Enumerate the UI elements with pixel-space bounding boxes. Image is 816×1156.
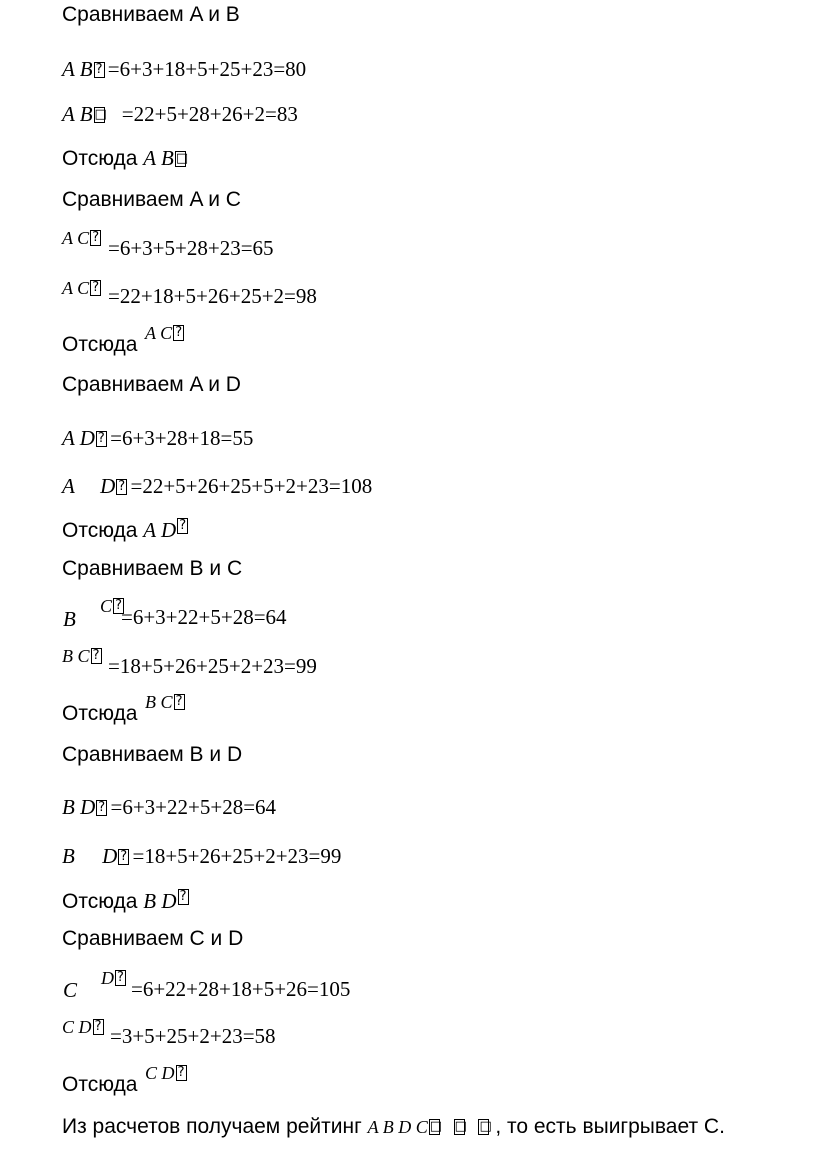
- relation-mark: □: [429, 1119, 443, 1134]
- formula-expression: =18+5+26+25+2+23=99: [108, 654, 317, 678]
- formula-expression: =6+3+22+5+28=64: [110, 795, 277, 819]
- formula-lhs: A C ?: [62, 228, 101, 249]
- conclusion-math: A B: [143, 146, 174, 170]
- final-rating-math: A B D C: [367, 1117, 428, 1137]
- formula-expression: =6+22+28+18+5+26=105: [131, 977, 351, 1001]
- formula-expression: =18+5+26+25+2+23=99: [132, 844, 342, 868]
- section-heading: Сравниваем A и C: [62, 188, 241, 211]
- relation-mark: ?: [174, 694, 185, 710]
- relation-mark: □: [94, 107, 107, 122]
- relation-mark: ?: [96, 800, 107, 816]
- formula-lhs: A C ?: [62, 278, 101, 299]
- formula-expression: =6+3+18+5+25+23=80: [107, 57, 307, 81]
- relation-mark: ?: [115, 970, 126, 986]
- section-heading: Сравниваем A и B: [62, 3, 240, 26]
- section-heading: Сравниваем C и D: [62, 927, 244, 950]
- formula-row: [62, 426, 253, 451]
- formula-lhs-b: D ?: [101, 968, 126, 989]
- formula-expression: =22+5+28+26+2=83: [121, 102, 298, 126]
- conclusion-label: Отсюда: [62, 147, 138, 170]
- conclusion-math: B C ?: [145, 692, 185, 713]
- formula-lhs: B D: [62, 795, 96, 819]
- formula-expression: =22+18+5+26+25+2=98: [108, 284, 317, 308]
- relation-mark: ?: [116, 479, 127, 495]
- relation-mark: ?: [96, 431, 107, 447]
- section-heading: Сравниваем A и D: [62, 373, 241, 396]
- formula-lhs: A B: [62, 57, 93, 81]
- formula-lhs: B C ?: [62, 646, 102, 667]
- final-rating-line: [62, 1115, 725, 1139]
- relation-mark: ?: [94, 62, 105, 78]
- conclusion-math: A D: [143, 518, 177, 542]
- formula-lhs-a: B: [62, 844, 75, 868]
- formula-lhs-b: D: [100, 474, 116, 498]
- conclusion-math: A C ?: [145, 323, 184, 344]
- relation-mark: □: [479, 1119, 492, 1134]
- formula-lhs: C D ?: [62, 1017, 104, 1038]
- formula-row: [62, 57, 306, 82]
- final-prefix: Из расчетов получаем рейтинг: [62, 1115, 362, 1138]
- relation-mark: ?: [91, 648, 102, 664]
- relation-mark: ?: [113, 598, 124, 614]
- conclusion-label: Отсюда: [62, 519, 138, 542]
- formula-expression: =6+3+28+18=55: [110, 426, 254, 450]
- formula-expression: =3+5+25+2+23=58: [110, 1024, 276, 1048]
- relation-mark: ?: [173, 325, 184, 341]
- formula-row: [62, 474, 372, 499]
- final-suffix: , то есть выигрывает C.: [495, 1115, 725, 1138]
- section-heading: Сравниваем B и C: [62, 557, 243, 580]
- relation-mark: ?: [118, 849, 129, 865]
- conclusion-row: [62, 518, 188, 543]
- conclusion-label: Отсюда: [62, 1073, 138, 1096]
- formula-expression: =6+3+5+28+23=65: [108, 236, 274, 260]
- conclusion-label: Отсюда: [62, 702, 138, 725]
- formula-lhs-b: C ?: [100, 596, 124, 617]
- relation-mark: ?: [176, 1065, 187, 1081]
- formula-lhs: A B: [62, 102, 93, 126]
- formula-lhs-a: B: [63, 607, 76, 631]
- section-heading: Сравниваем B и D: [62, 743, 243, 766]
- formula-expression: =6+3+22+5+28=64: [121, 605, 287, 629]
- relation-mark: ?: [178, 889, 189, 905]
- relation-mark: ?: [93, 1019, 104, 1035]
- relation-mark: ?: [177, 518, 188, 534]
- formula-lhs-a: C: [63, 978, 78, 1002]
- conclusion-math: C D ?: [145, 1063, 187, 1084]
- conclusion-row: [62, 889, 189, 914]
- conclusion-row: [62, 146, 189, 171]
- formula-lhs: A D: [62, 426, 95, 450]
- formula-row: [62, 795, 276, 820]
- conclusion-label: Отсюда: [62, 890, 138, 913]
- formula-row: [62, 844, 341, 869]
- relation-mark: □: [175, 151, 189, 166]
- conclusion-label: Отсюда: [62, 333, 138, 356]
- formula-expression: =22+5+26+25+5+2+23=108: [130, 474, 373, 498]
- formula-row: [62, 102, 298, 127]
- formula-lhs-a: A: [62, 474, 75, 498]
- conclusion-math: B D: [143, 889, 177, 913]
- relation-mark: ?: [90, 230, 101, 246]
- formula-lhs-b: D: [102, 844, 118, 868]
- relation-mark: ?: [90, 280, 101, 296]
- relation-mark: □: [454, 1119, 467, 1134]
